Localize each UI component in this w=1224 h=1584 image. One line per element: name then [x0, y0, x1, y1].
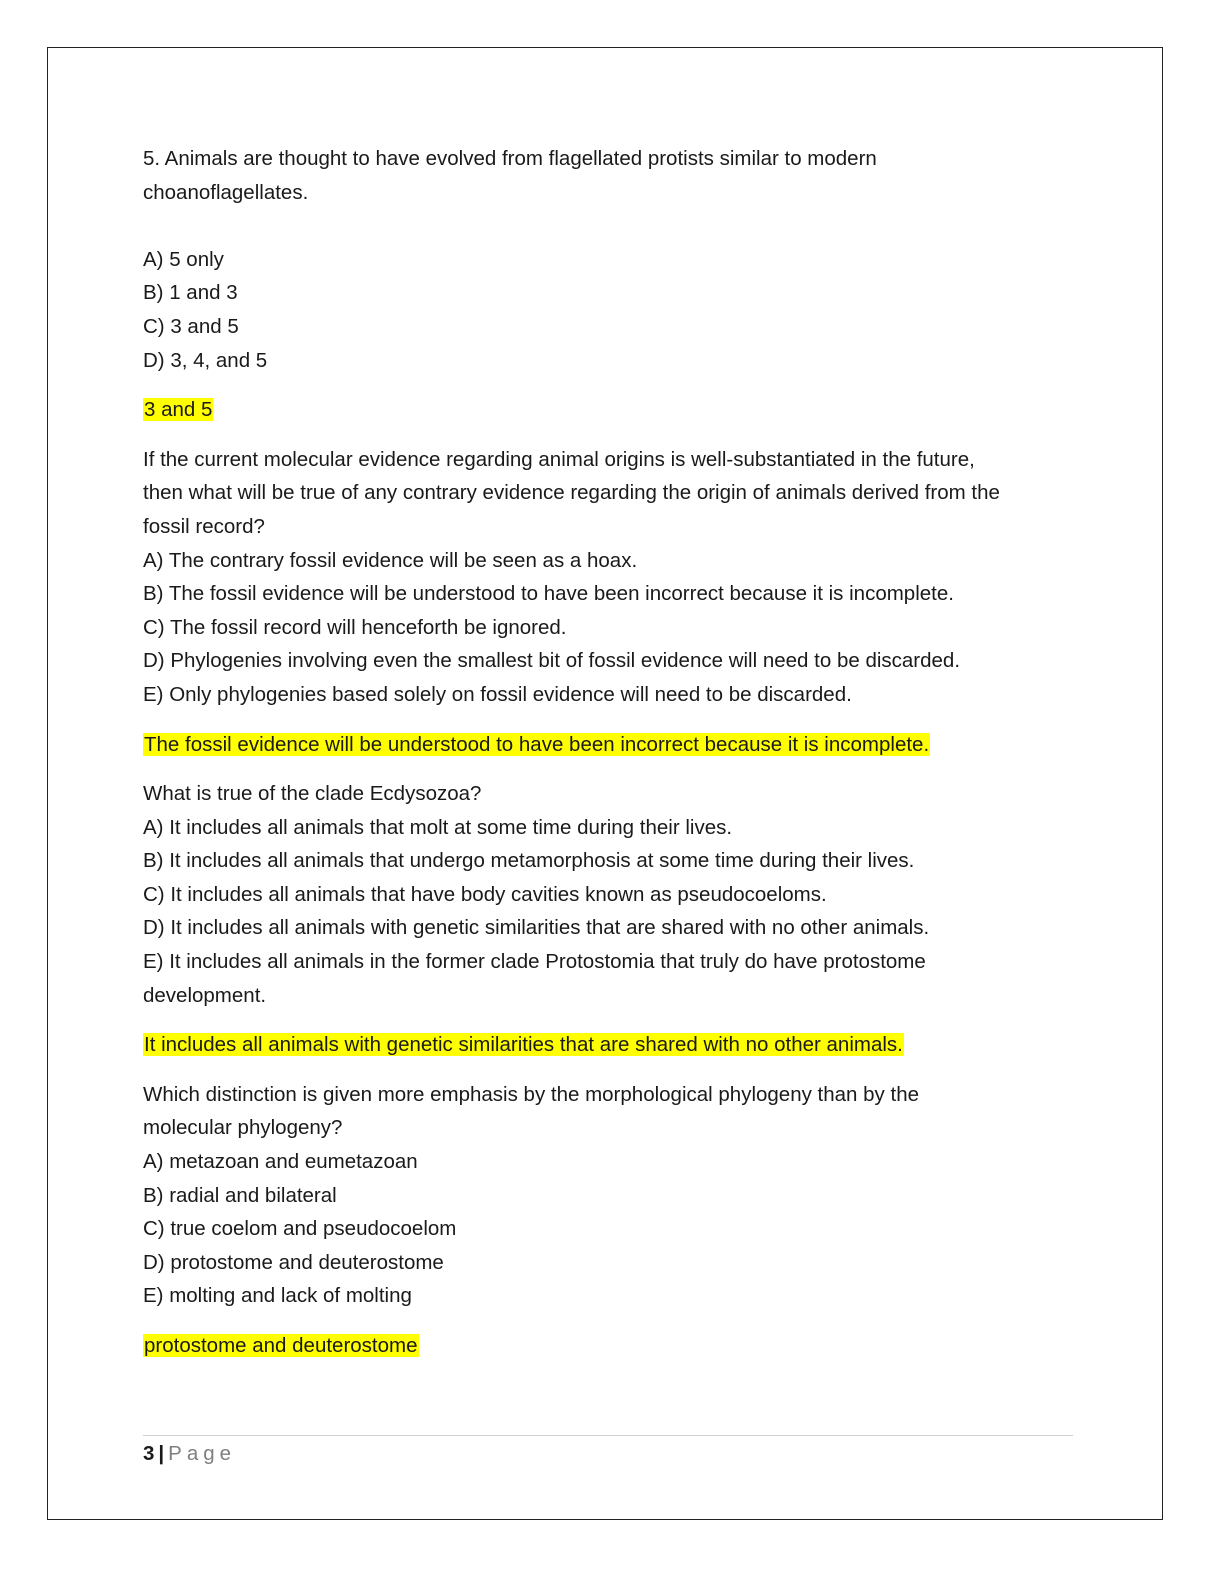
highlighted-answer: The fossil evidence will be understood to have been incorrect because it is incomplete. [144, 732, 930, 756]
question-ecdysozoa-block [143, 777, 1083, 1062]
page-footer [143, 1439, 236, 1469]
page-label: Page [168, 1442, 237, 1465]
answer-option-a: A) It includes all animals that molt at some time during their lives. [143, 815, 733, 839]
question-text: molecular phylogeny? [143, 1116, 343, 1140]
answer-option-b: B) 1 and 3 [143, 281, 238, 305]
answer-option-c: C) The fossil record will henceforth be ignored. [143, 615, 567, 639]
answer-option-e: E) Only phylogenies based solely on fossil evidence will need to be discarded. [143, 682, 852, 706]
question-statement: 5. Animals are thought to have evolved from flagellated protists similar to modern [143, 147, 877, 170]
answer-option-e-continued: development. [143, 983, 267, 1007]
footer-separator: | [158, 1442, 165, 1465]
answer-option-e: E) molting and lack of molting [143, 1284, 412, 1308]
answer-option-c: C) 3 and 5 [143, 314, 239, 338]
footer-divider [143, 1435, 1073, 1436]
question-fossil-block [143, 443, 1083, 761]
answer-option-d: D) Phylogenies involving even the smallest bit of fossil evidence will need to be discarded. [143, 649, 961, 673]
highlighted-answer: 3 and 5 [144, 398, 213, 422]
highlighted-answer: It includes all animals with genetic similarities that are shared with no other animals. [144, 1033, 903, 1057]
question-text: Which distinction is given more emphasis by the morphological phylogeny than by the [143, 1082, 919, 1106]
answer-option-a: A) The contrary fossil evidence will be seen as a hoax. [143, 548, 638, 572]
question-text: If the current molecular evidence regarding animal origins is well-substantiated in the future, [143, 447, 975, 471]
answer-option-d: D) 3, 4, and 5 [143, 348, 268, 372]
page-number: 3 [143, 1442, 155, 1465]
question-statement: choanoflagellates. [143, 180, 309, 204]
question-text: What is true of the clade Ecdysozoa? [143, 782, 482, 806]
answer-option-c: C) true coelom and pseudocoelom [143, 1217, 457, 1241]
answer-option-d: D) protostome and deuterostome [143, 1250, 444, 1274]
document-body [143, 142, 1083, 1363]
answer-option-c: C) It includes all animals that have body cavities known as pseudocoeloms. [143, 882, 827, 906]
answer-option-d: D) It includes all animals with genetic similarities that are shared with no other animals. [143, 916, 930, 940]
answer-option-e: E) It includes all animals in the former clade Protostomia that truly do have protostome [143, 950, 926, 974]
answer-option-b: B) The fossil evidence will be understood to have been incorrect because it is incomplete. [143, 582, 954, 606]
question-text: fossil record? [143, 514, 265, 538]
question-text: then what will be true of any contrary evidence regarding the origin of animals derived from the [143, 481, 1000, 505]
question-distinction-block [143, 1078, 1083, 1363]
answer-option-b: B) It includes all animals that undergo metamorphosis at some time during their lives. [143, 849, 915, 873]
question-5-block [143, 142, 1083, 427]
answer-option-b: B) radial and bilateral [143, 1183, 337, 1207]
answer-option-a: A) 5 only [143, 247, 224, 271]
highlighted-answer: protostome and deuterostome [144, 1334, 418, 1357]
answer-option-a: A) metazoan and eumetazoan [143, 1150, 418, 1174]
